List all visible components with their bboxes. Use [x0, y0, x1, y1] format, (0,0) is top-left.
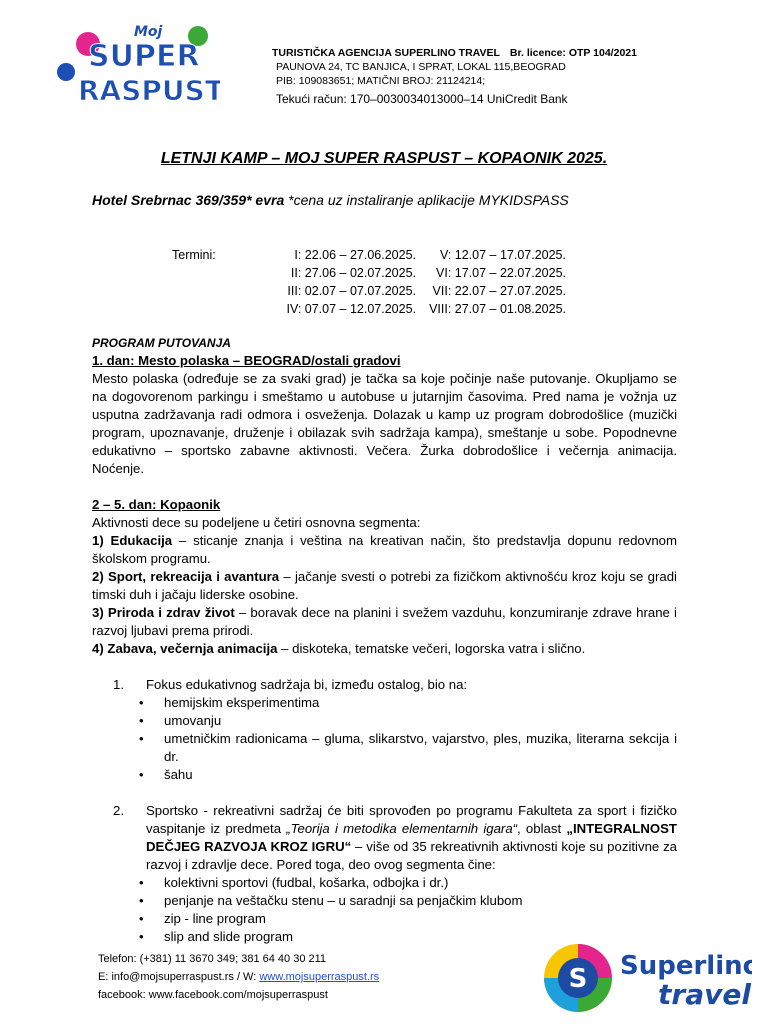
- hotel-name: Hotel Srebrnac 369/359* evra: [92, 192, 285, 208]
- logo-super-text: SUPER: [88, 39, 200, 74]
- list-item-text: umovanju: [164, 713, 222, 728]
- list-item-text: slip and slide program: [164, 929, 294, 944]
- list-item-text: hemijskim eksperimentima: [164, 695, 320, 710]
- item-number: 1.: [113, 677, 124, 692]
- dates-row: [172, 264, 566, 282]
- day2-intro: Aktivnosti dece su podeljene u četiri osnovna segmenta:: [92, 515, 421, 530]
- agency-pib: PIB: 109083651; MATIČNI BROJ: 21124214;: [276, 75, 486, 87]
- list-item: [92, 910, 677, 928]
- day1-title: 1. dan: Mesto polaska – BEOGRAD/ostali gradovi: [92, 353, 401, 368]
- dates-table: [172, 246, 566, 318]
- segment-1-text: – sticanje znanja i veština na kreativan način, što predstavlja dopunu redovnom školskom programu.: [92, 533, 677, 566]
- item-2-text-c: – više od 35 rekreativnih aktivnosti koje su pozitivne za razvoj i zdravlje dece. Pored toga, deo ovog segmenta čine:: [146, 839, 678, 872]
- area-name: „INTEGRALNOST DEČJEG RAZVOJA KROZ IGRU“: [146, 821, 677, 854]
- agency-name: TURISTIČKA AGENCIJA SUPERLINO TRAVEL: [272, 47, 500, 59]
- numbered-item-2: [92, 802, 677, 874]
- segment-4: [92, 640, 677, 658]
- list-item: [92, 712, 677, 730]
- bullet-icon: •: [139, 911, 144, 926]
- list-item-text: penjanje na veštačku stenu – u saradnji sa penjačkim klubom: [164, 893, 523, 908]
- segment-2: [92, 568, 677, 604]
- bank-account: Tekući račun: 170–0030034013000–14 UniCredit Bank: [276, 92, 568, 106]
- logo-raspust-text: RASPUST: [78, 74, 220, 107]
- agency-header: [272, 46, 637, 106]
- footer-email: E: info@mojsuperraspust.rs / W:: [98, 971, 260, 983]
- segment-1-title: 1) Edukacija: [92, 533, 173, 548]
- list-item-text: kolektivni sportovi (fudbal, košarka, odbojka i dr.): [164, 875, 449, 890]
- brand-s-letter: S: [568, 964, 588, 994]
- date-term: VIII: 27.07 – 01.08.2025.: [429, 302, 566, 316]
- list-item-text: zip - line program: [164, 911, 266, 926]
- bullet-icon: •: [139, 731, 144, 746]
- list-item: [92, 694, 677, 712]
- agency-address: PAUNOVA 24, TC BANJICA, I SPRAT, LOKAL 115,BEOGRAD: [276, 61, 566, 73]
- course-name: „Teorija i metodika elementarnih igara“: [286, 821, 518, 836]
- logo-figure-blue: [57, 63, 75, 81]
- date-term: VI: 17.07 – 22.07.2025.: [436, 266, 566, 280]
- license-number: Br. licence: OTP 104/2021: [509, 47, 637, 59]
- item-2-text-a: Sportsko - rekreativni sadržaj će biti sprovođen po programu Fakulteta za sport i fizičko vaspitanje iz predmeta: [146, 803, 677, 836]
- date-term: III: 02.07 – 07.07.2025.: [287, 284, 416, 298]
- dates-label: Termini:: [172, 248, 216, 262]
- footer-facebook: facebook: www.facebook.com/mojsuperraspust: [98, 989, 328, 1001]
- program-content: [92, 334, 677, 946]
- footer-email-web: [98, 968, 379, 986]
- day2-title: 2 – 5. dan: Kopaonik: [92, 497, 221, 512]
- agency-name-line: [272, 46, 637, 60]
- bullet-icon: •: [139, 695, 144, 710]
- date-term: IV: 07.07 – 12.07.2025.: [286, 302, 416, 316]
- date-term: V: 12.07 – 17.07.2025.: [439, 248, 566, 262]
- list-item-text: šahu: [164, 767, 193, 782]
- bullet-icon: •: [139, 767, 144, 782]
- list-item: [92, 766, 677, 784]
- brand-name-line2: travel: [658, 978, 751, 1011]
- brand-name-line1: Superlino: [620, 951, 752, 981]
- price-note: *cena uz instaliranje aplikacije MYKIDSPASS: [284, 192, 569, 208]
- moj-super-raspust-logo: [48, 14, 220, 108]
- footer-phone: Telefon: (+381) 11 3670 349; 381 64 40 30 211: [98, 953, 327, 965]
- date-term: I: 22.06 – 27.06.2025.: [294, 248, 416, 262]
- superlino-travel-logo: [540, 938, 752, 1018]
- segment-1: [92, 532, 677, 568]
- list-item-text: umetničkim radionicama – gluma, slikarstvo, vajarstvo, ples, muzika, literarna sekcija i dr.: [164, 731, 677, 764]
- numbered-item-1: [92, 676, 677, 694]
- date-term: VII: 22.07 – 27.07.2025.: [432, 284, 566, 298]
- program-heading: PROGRAM PUTOVANJA: [92, 336, 231, 350]
- segment-4-title: 4) Zabava, večernja animacija: [92, 641, 278, 656]
- footer-contact: [98, 950, 379, 1004]
- list-item: [92, 730, 677, 766]
- list-item: [92, 892, 677, 910]
- segment-3-title: 3) Priroda i zdrav život: [92, 605, 235, 620]
- list-item: [92, 874, 677, 892]
- segment-2-title: 2) Sport, rekreacija i avantura: [92, 569, 280, 584]
- day1-text: Mesto polaska (određuje se za svaki grad) je tačka sa koje počinje naše putovanje. Okupljamo se na dogovorenom parkingu i smeštamo u autobuse u jutarnjim časovima. Pred nama je vožnja uz usputna zadržavanja radi odmora i osveženja. Dolazak u kamp uz program dobrodošlice (muzički program, upoznavanje, druženje i obilazak svih sadržaja kampa), smeštanje u sobe. Popodnevne edukativno – sportsko zabavne aktivnosti. Večera. Žurka dobrodošlice i večernja animacija. Noćenje.: [92, 371, 677, 476]
- bullet-icon: •: [139, 875, 144, 890]
- dates-row: [172, 282, 566, 300]
- bullet-icon: •: [139, 713, 144, 728]
- item-number: 2.: [113, 803, 124, 818]
- hotel-price-line: [92, 192, 569, 208]
- segment-3: [92, 604, 677, 640]
- bullet-icon: •: [139, 893, 144, 908]
- item-2-bullets: [92, 874, 677, 946]
- website-link[interactable]: www.mojsuperraspust.rs: [259, 971, 380, 983]
- segment-2-text: – jačanje svesti o potrebi za fizičkom aktivnošću kroz koju se gradi timski duh i jačaju liderske osobine.: [92, 569, 677, 602]
- date-term: II: 27.06 – 02.07.2025.: [290, 266, 416, 280]
- page-title: LETNJI KAMP – MOJ SUPER RASPUST – KOPAONIK 2025.: [160, 150, 608, 167]
- segment-3-text: – boravak dece na planini i svežem vazduhu, konzumiranje zdrave hrane i razvoj ljubavi prema prirodi.: [92, 605, 677, 638]
- segment-4-text: – diskoteka, tematske večeri, logorska vatra i slično.: [277, 641, 586, 656]
- bullet-icon: •: [139, 929, 144, 944]
- item-1-text: Fokus edukativnog sadržaja bi, između ostalog, bio na:: [146, 677, 468, 692]
- logo-moj-text: Moj: [134, 24, 163, 40]
- item-1-bullets: [92, 694, 677, 784]
- dates-row: [172, 300, 566, 318]
- item-2-text-b: , oblast: [517, 821, 567, 836]
- dates-row: [172, 246, 566, 264]
